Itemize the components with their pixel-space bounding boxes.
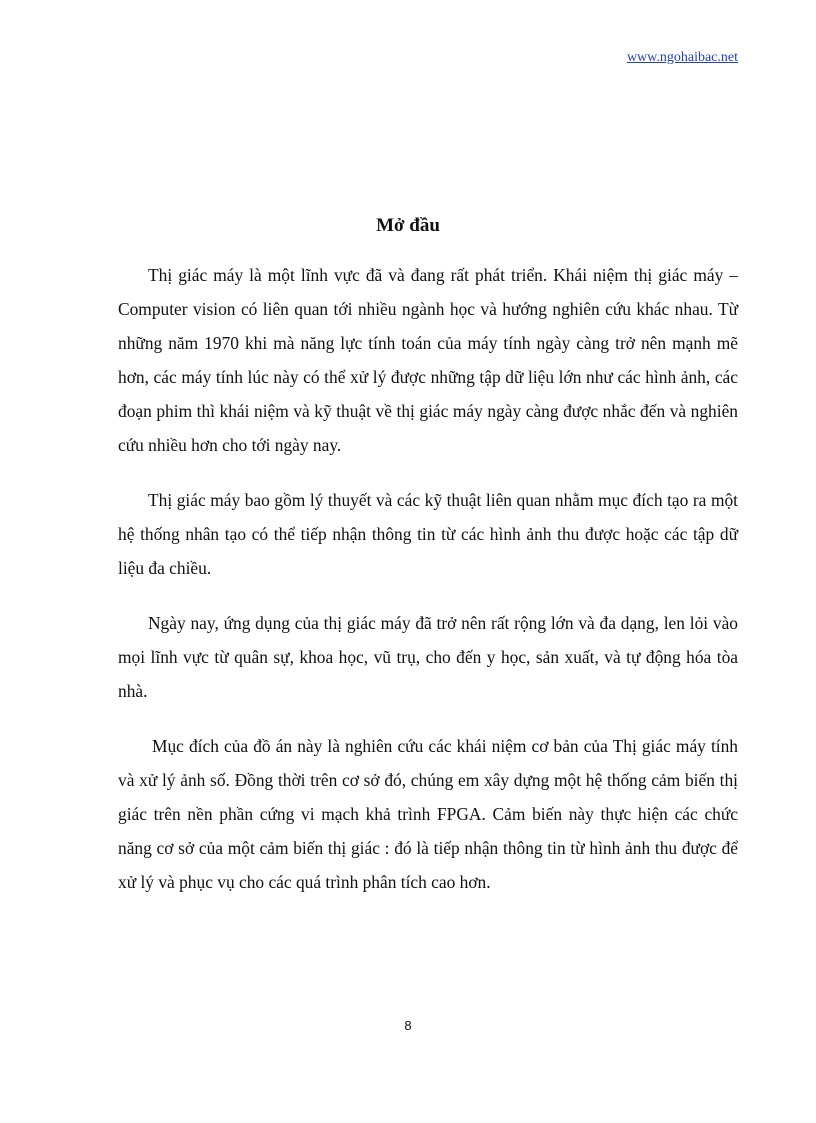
paragraph-purpose: Mục đích của đồ án này là nghiên cứu các khái niệm cơ bản của Thị giác máy tính và xử lý ảnh số. Đồng thời trên cơ sở đó, chúng em xây dựng một hệ thống cảm biến thị giác trên nền phần cứng vi mạch khả trình FPGA. Cảm biến này thực hiện các chức năng cơ sở của một cảm biến thị giác : đó là tiếp nhận thông tin từ hình ảnh thu được để xử lý và phục vụ cho các quá trình phân tích cao hơn. bbox=[118, 736, 738, 892]
page-number: 8 bbox=[404, 1018, 412, 1033]
paragraph-definition: Thị giác máy bao gồm lý thuyết và các kỹ thuật liên quan nhằm mục đích tạo ra một hệ thống nhân tạo có thể tiếp nhận thông tin từ các hình ảnh thu được hoặc các tập dữ liệu đa chiều. bbox=[118, 490, 738, 578]
website-link[interactable]: www.ngohaibac.net bbox=[626, 50, 738, 65]
paragraph-intro: Thị giác máy là một lĩnh vực đã và đang rất phát triển. Khái niệm thị giác máy – Computer vision có liên quan tới nhiều ngành học và hướng nghiên cứu khác nhau. Từ những năm 1970 khi mà năng lực tính toán của máy tính ngày càng trở nên mạnh mẽ hơn, các máy tính lúc này có thể xử lý được những tập dữ liệu lớn như các hình ảnh, các đoạn phim thì khái niệm và kỹ thuật về thị giác máy ngày càng được nhắc đến và nghiên cứu nhiều hơn cho tới ngày nay. bbox=[118, 265, 738, 455]
paragraph-applications: Ngày nay, ứng dụng của thị giác máy đã trở nên rất rộng lớn và đa dạng, len lỏi vào mọi lĩnh vực từ quân sự, khoa học, vũ trụ, cho đến y học, sản xuất, và tự động hóa tòa nhà. bbox=[118, 613, 738, 701]
page-title: Mở đầu bbox=[376, 215, 440, 236]
body-text bbox=[118, 258, 738, 920]
